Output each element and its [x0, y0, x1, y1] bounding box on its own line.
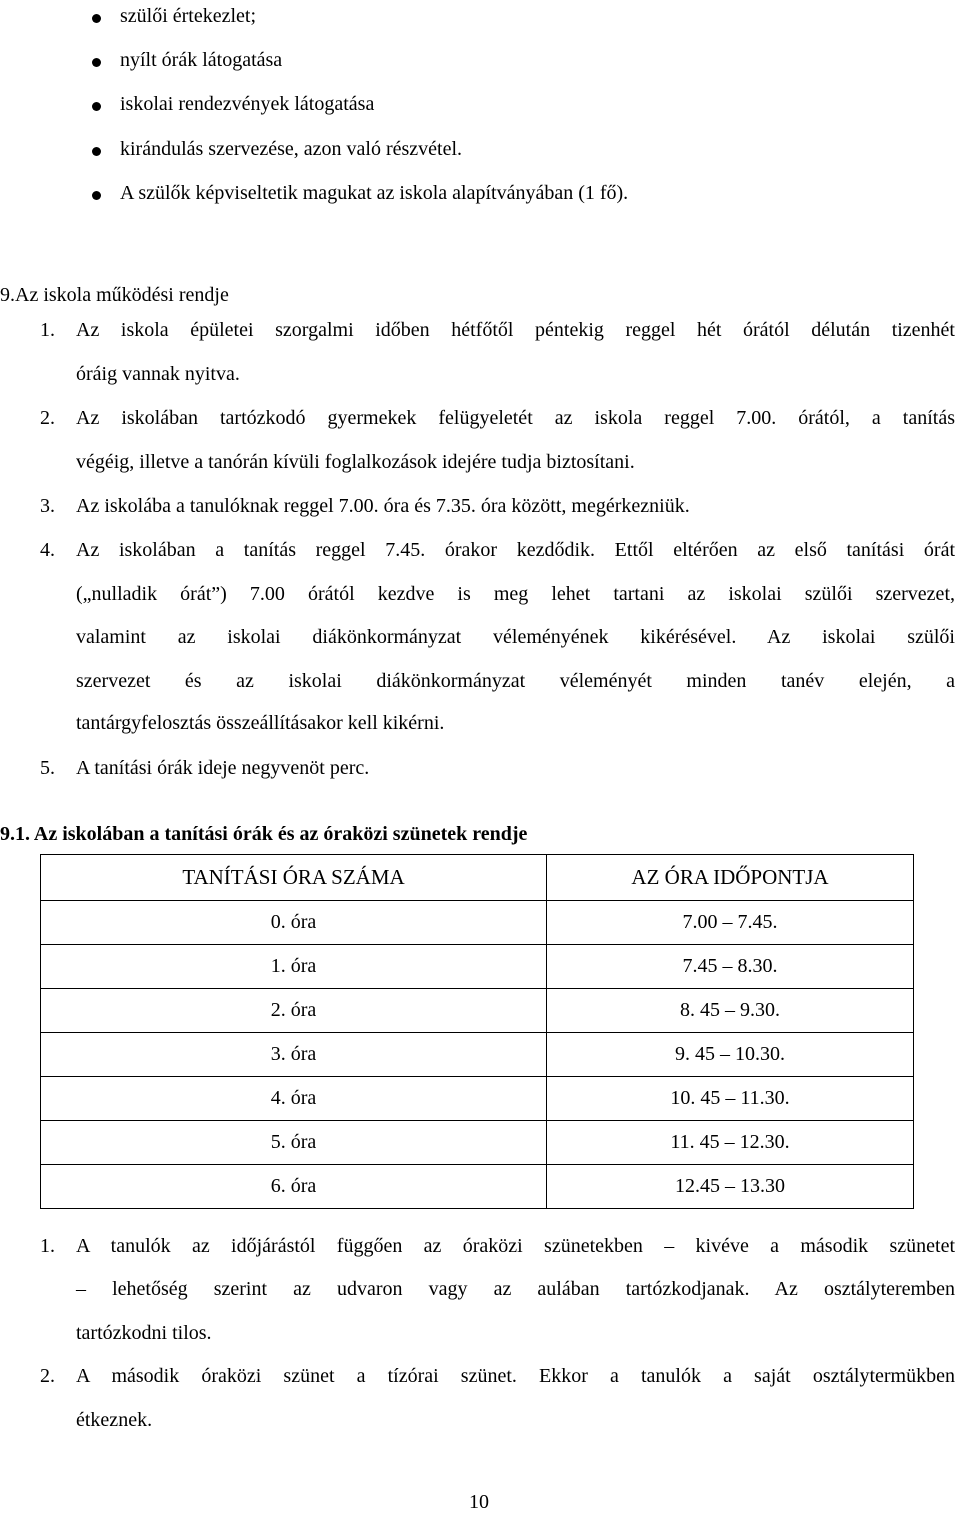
- table-cell: 11. 45 – 12.30.: [547, 1121, 914, 1165]
- bullet-icon: [92, 58, 101, 67]
- table-cell: 7.45 – 8.30.: [547, 945, 914, 989]
- paragraph-line: tantárgyfelosztás összeállításakor kell kikérni.: [76, 712, 445, 734]
- table-cell: 6. óra: [41, 1165, 547, 1209]
- table-cell: 8. 45 – 9.30.: [547, 989, 914, 1033]
- table-row: [41, 1165, 914, 1209]
- list-number: 2.: [40, 407, 55, 429]
- list-number: 2.: [40, 1365, 55, 1387]
- column-header: TANÍTÁSI ÓRA SZÁMA: [41, 855, 547, 901]
- paragraph-line: („nulladik órát”) 7.00 órától kezdve is meg lehet tartani az iskolai szülői szervezet,: [76, 583, 955, 605]
- list-number: 4.: [40, 539, 55, 561]
- paragraph-line: Az iskolába a tanulóknak reggel 7.00. óra és 7.35. óra között, megérkezniük.: [76, 495, 690, 517]
- bullet-item: szülői értekezlet;: [120, 5, 257, 27]
- bullet-icon: [92, 14, 101, 23]
- page-number: 10: [469, 1491, 489, 1513]
- paragraph-line: A tanulók az időjárástól függően az óraközi szünetekben – kivéve a második szünetet: [76, 1235, 955, 1257]
- paragraph-line: – lehetőség szerint az udvaron vagy az aulában tartózkodjanak. Az osztályteremben: [76, 1278, 955, 1300]
- table-cell: 7.00 – 7.45.: [547, 901, 914, 945]
- paragraph-line: étkeznek.: [76, 1409, 153, 1431]
- bullet-icon: [92, 191, 101, 200]
- table-row: [41, 945, 914, 989]
- table-header-row: [41, 855, 914, 901]
- bullet-icon: [92, 102, 101, 111]
- list-number: 1.: [40, 1235, 55, 1257]
- paragraph-line: valamint az iskolai diákönkormányzat véleményének kikérésével. Az iskolai szülői: [76, 626, 955, 648]
- table-row: [41, 901, 914, 945]
- table-cell: 10. 45 – 11.30.: [547, 1077, 914, 1121]
- table-cell: 5. óra: [41, 1121, 547, 1165]
- bullet-icon: [92, 147, 101, 156]
- table-row: [41, 1121, 914, 1165]
- paragraph-line: Az iskolában tartózkodó gyermekek felügyeletét az iskola reggel 7.00. órától, a tanítás: [76, 407, 955, 429]
- list-number: 3.: [40, 495, 55, 517]
- schedule-table: [40, 854, 914, 1209]
- table-row: [41, 989, 914, 1033]
- table-cell: 2. óra: [41, 989, 547, 1033]
- paragraph-line: A második óraközi szünet a tízórai szünet. Ekkor a tanulók a saját osztálytermükben: [76, 1365, 955, 1387]
- table-cell: 9. 45 – 10.30.: [547, 1033, 914, 1077]
- table-cell: 1. óra: [41, 945, 547, 989]
- paragraph-line: szervezet és az iskolai diákönkormányzat véleményét minden tanév elején, a: [76, 670, 955, 692]
- table-cell: 3. óra: [41, 1033, 547, 1077]
- list-number: 5.: [40, 757, 55, 779]
- paragraph-line: tartózkodni tilos.: [76, 1322, 212, 1344]
- paragraph-line: A tanítási órák ideje negyvenöt perc.: [76, 757, 370, 779]
- column-header: AZ ÓRA IDŐPONTJA: [547, 855, 914, 901]
- table-cell: 12.45 – 13.30: [547, 1165, 914, 1209]
- table-row: [41, 1033, 914, 1077]
- table-row: [41, 1077, 914, 1121]
- list-number: 1.: [40, 319, 55, 341]
- table-cell: 0. óra: [41, 901, 547, 945]
- table-cell: 4. óra: [41, 1077, 547, 1121]
- bullet-item: A szülők képviseltetik magukat az iskola alapítványában (1 fő).: [120, 182, 629, 204]
- paragraph-line: végéig, illetve a tanórán kívüli foglalkozások idejére tudja biztosítani.: [76, 451, 635, 473]
- paragraph-line: Az iskolában a tanítás reggel 7.45. órakor kezdődik. Ettől eltérően az első tanítási órát: [76, 539, 955, 561]
- subsection-heading: 9.1. Az iskolában a tanítási órák és az óraközi szünetek rendje: [0, 823, 528, 845]
- bullet-item: kirándulás szervezése, azon való részvétel.: [120, 138, 463, 160]
- bullet-item: nyílt órák látogatása: [120, 49, 283, 71]
- paragraph-line: Az iskola épületei szorgalmi időben hétfőtől péntekig reggel hét órától délután tizenhét: [76, 319, 955, 341]
- section-heading: 9.Az iskola működési rendje: [0, 284, 229, 306]
- paragraph-line: óráig vannak nyitva.: [76, 363, 240, 385]
- bullet-item: iskolai rendezvények látogatása: [120, 93, 375, 115]
